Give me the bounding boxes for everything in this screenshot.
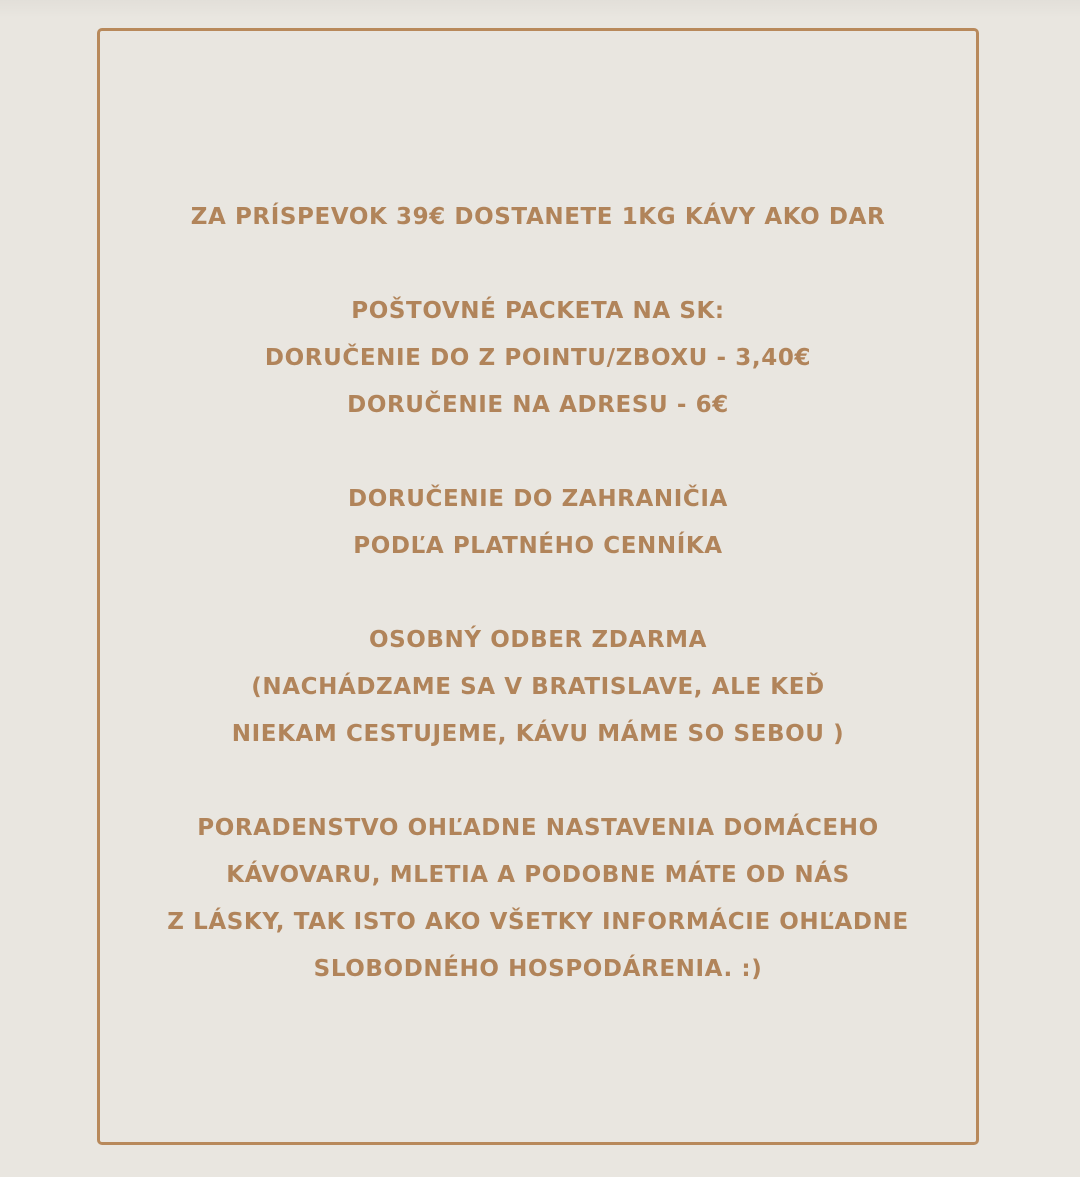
abroad-delivery-title: DORUČENIE DO ZAHRANIČIA bbox=[348, 486, 728, 512]
info-text bbox=[100, 194, 976, 993]
advice-line-4: SLOBODNÉHO HOSPODÁRENIA. :) bbox=[313, 956, 763, 982]
pickup-title: OSOBNÝ ODBER ZDARMA bbox=[368, 627, 708, 653]
offer-text: ZA PRÍSPEVOK 39€ DOSTANETE 1KG KÁVY AKO DAR bbox=[190, 204, 886, 230]
postage-title: POŠTOVNÉ PACKETA NA SK: bbox=[351, 298, 725, 324]
advice-line-2: KÁVOVARU, MLETIA A PODOBNE MÁTE OD NÁS bbox=[226, 862, 850, 888]
spacer bbox=[100, 429, 976, 476]
top-shade bbox=[0, 0, 1080, 18]
postage-address-price: DORUČENIE NA ADRESU - 6€ bbox=[347, 392, 729, 418]
info-box bbox=[97, 28, 979, 1145]
advice-line-3: Z LÁSKY, TAK ISTO AKO VŠETKY INFORMÁCIE OHĽADNE bbox=[167, 909, 909, 935]
spacer bbox=[100, 758, 976, 805]
abroad-delivery-note: PODĽA PLATNÉHO CENNÍKA bbox=[353, 533, 723, 559]
pickup-note-line-2: NIEKAM CESTUJEME, KÁVU MÁME SO SEBOU ) bbox=[231, 721, 845, 747]
postage-point-price: DORUČENIE DO Z POINTU/ZBOXU - 3,40€ bbox=[264, 345, 812, 371]
pickup-note-line-1: (NACHÁDZAME SA V BRATISLAVE, ALE KEĎ bbox=[251, 674, 825, 700]
spacer bbox=[100, 241, 976, 288]
spacer bbox=[100, 570, 976, 617]
advice-line-1: PORADENSTVO OHĽADNE NASTAVENIA DOMÁCEHO bbox=[197, 815, 879, 841]
